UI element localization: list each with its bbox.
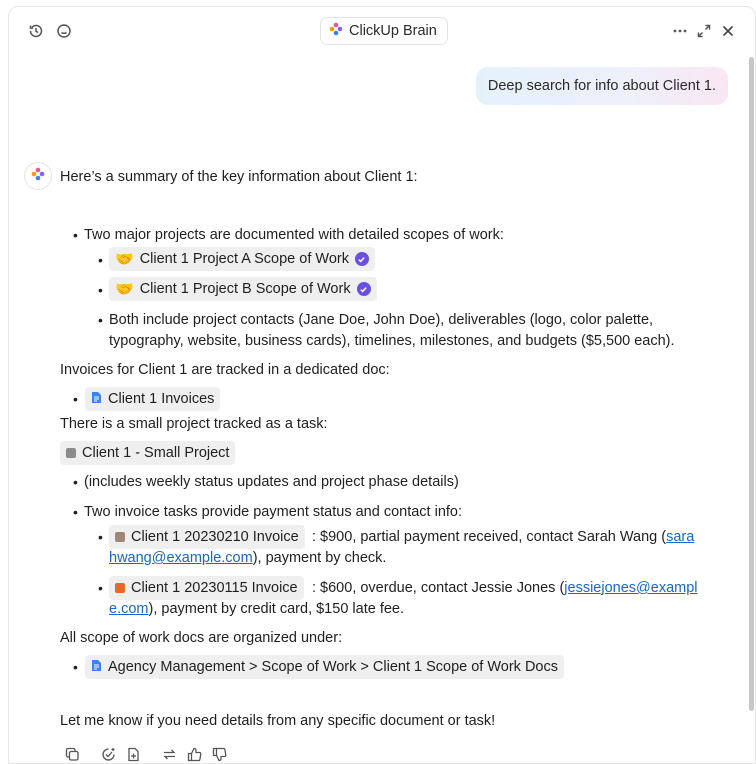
small-project-intro: There is a small project tracked as a task: [60,416,328,432]
small-project-detail: (includes weekly status updates and project phase details) [84,474,459,490]
doc-icon [91,391,102,408]
bullet: • [98,529,103,545]
closing-text: Let me know if you need details from any specific document or task! [60,713,496,729]
doc-chip-label: Client 1 Project B Scope of Work [139,281,351,297]
add-doc-icon[interactable] [124,745,142,763]
brain-panel [8,6,756,764]
task-chip-20230115[interactable] [109,576,304,600]
task-chip-small-project[interactable] [60,441,235,465]
task1-detail-text: : $900, partial payment received, contact Sarah Wang ( [312,529,667,545]
task1-tail-text: ), payment by check. [252,550,387,566]
bullet: • [73,474,78,490]
bullet: • [98,282,103,298]
task2-detail-cont [109,599,404,619]
brand-pill[interactable] [320,17,448,45]
clickup-brain-logo-icon [31,167,45,185]
bullet: • [98,580,103,596]
user-message-bubble [476,67,728,105]
task1-detail [312,527,694,547]
doc-chip-path[interactable] [85,655,564,679]
task-chip-label: Client 1 - Small Project [82,445,230,461]
thumbs-up-icon[interactable] [185,745,203,763]
task-status-icon [115,532,125,542]
bullet: • [73,659,78,675]
projects-bullet-text: Two major projects are documented with detailed scopes of work: [84,227,504,243]
task-status-icon [66,448,76,458]
expand-icon[interactable] [693,20,715,42]
doc-chip-invoices[interactable] [85,387,220,411]
doc-icon [91,659,102,676]
doc-chip-label: Client 1 Project A Scope of Work [139,251,349,267]
doc-chip-project-a[interactable] [109,247,375,271]
scrollbar-thumb[interactable] [749,57,754,711]
copy-icon[interactable] [63,745,81,763]
task2-email-link-part2[interactable]: e.com [109,601,149,617]
thumbs-down-icon[interactable] [210,745,228,763]
brain-avatar [24,162,52,190]
task2-detail [312,578,698,598]
task1-detail-cont [109,548,386,568]
retry-icon[interactable] [160,745,178,763]
verified-badge-icon [357,282,371,296]
bullet: • [98,312,103,328]
user-message-text: Deep search for info about Client 1. [487,78,716,94]
verified-badge-icon [355,252,369,266]
tasks-bullet-text: Two invoice tasks provide payment status and contact info: [84,504,463,520]
add-task-icon[interactable] [99,745,117,763]
task-chip-20230210[interactable] [109,525,305,549]
task2-detail-text: : $600, overdue, contact Jessie Jones ( [312,580,565,596]
handshake-icon: 🤝 [115,250,134,268]
brand-label: ClickUp Brain [349,23,437,39]
task1-email-link-part2[interactable]: hwang@example.com [109,550,253,566]
invoices-intro: Invoices for Client 1 are tracked in a dedicated doc: [60,362,390,378]
task-chip-label: Client 1 20230210 Invoice [131,529,299,545]
bullet: • [98,252,103,268]
task2-tail-text: ), payment by credit card, $150 late fee. [148,601,404,617]
clickup-brain-logo-icon [329,22,343,40]
more-icon[interactable] [669,20,691,42]
doc-chip-label: Agency Management > Scope of Work > Client 1 Scope of Work Docs [108,659,558,675]
panel-header [9,7,755,53]
history-icon[interactable] [25,20,47,42]
bullet: • [73,227,78,243]
chat-bubble-icon[interactable] [53,20,75,42]
bullet: • [73,391,78,407]
organized-intro: All scope of work docs are organized under: [60,630,343,646]
close-icon[interactable] [717,20,739,42]
doc-chip-label: Client 1 Invoices [108,391,215,407]
task2-email-link-part1[interactable]: jessiejones@exampl [564,580,698,596]
task1-email-link-part1[interactable]: sara [666,529,695,545]
bullet: • [73,504,78,520]
handshake-icon: 🤝 [115,280,134,298]
task-status-icon [115,583,125,593]
response-intro: Here’s a summary of the key information about Client 1: [60,169,418,185]
doc-chip-project-b[interactable] [109,277,377,301]
both-include-line-2: typography, website, business cards), timelines, milestones, and budgets ($5,500 each). [109,333,675,349]
both-include-line-1: Both include project contacts (Jane Doe, John Doe), deliverables (logo, color palette, [109,312,654,328]
task-chip-label: Client 1 20230115 Invoice [131,580,298,596]
